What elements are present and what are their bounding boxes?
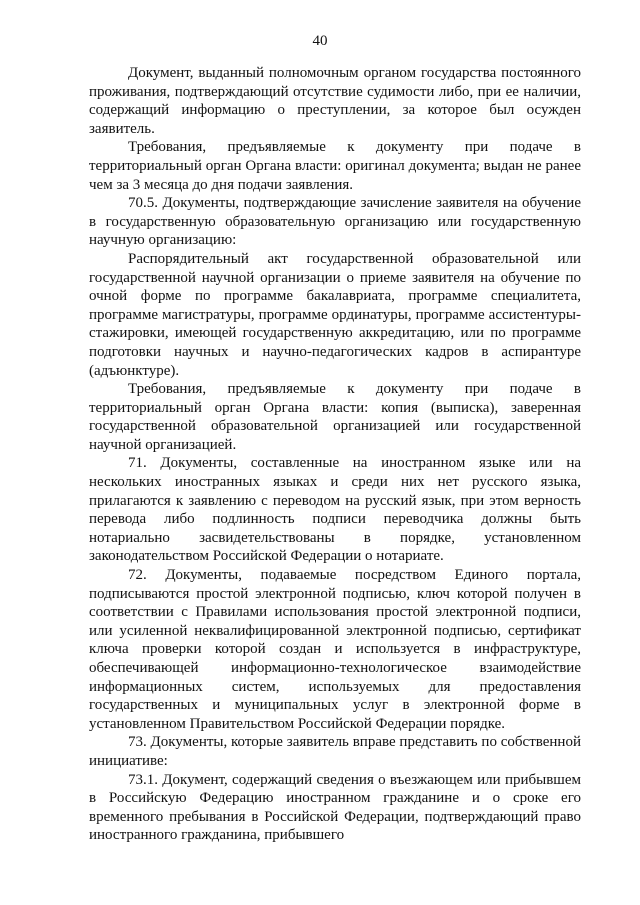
paragraph-requirements-copy: Требования, предъявляемые к документу при подаче в территориальный орган Органа власти: копия (выписка), заверенная государственной образовательной организацией или государственной научной организацией. — [89, 381, 581, 453]
paragraph-administrative-act: Распорядительный акт государственной образовательной или государственной научной организации о приеме заявителя на обучение по очной форме по программе бакалавриата, программе специалитета, программе магистратуры, программе ординатуры, программе ассистентуры-стажировки, имеющей государственную аккредитацию, или по программе подготовки научных и научно-педагогических кадров в аспирантуре (адъюнктуре). — [89, 250, 581, 379]
page-number: 40 — [312, 33, 328, 49]
paragraph-foreign-document: Документ, выданный полномочным органом государства постоянного проживания, подтверждающий отсутствие судимости либо, при ее наличии, содержащий информацию о преступлении, за которое был осужден заявитель. — [89, 65, 581, 137]
paragraph-73: 73. Документы, которые заявитель вправе представить по собственной инициативе: — [89, 734, 581, 769]
paragraph-requirements-original: Требования, предъявляемые к документу при подаче в территориальный орган Органа власти: оригинал документа; выдан не ранее чем за 3 месяца до дня подачи заявления. — [89, 139, 581, 193]
paragraph-72: 72. Документы, подаваемые посредством Единого портала, подписываются простой электронной подписью, ключ которой получен в соответствии с Правилами использования простой электронной подписи, или усиленной неквалифицированной электронной подписью, сертификат ключа проверки которой создан и используется в инфраструктуре, обеспечивающей информационно-технологическое взаимодействие информационных систем, используемых для предоставления государственных и муниципальных услуг в электронной форме в установленном Правительством Российской Федерации порядке. — [89, 567, 581, 732]
paragraph-71: 71. Документы, составленные на иностранном языке или на нескольких иностранных языках и среди них нет русского языка, прилагаются к заявлению с переводом на русский язык, при этом верность перевода либо подлинность подписи переводчика должны быть нотариально засвидетельствованы в порядке, установленном законодательством Российской Федерации о нотариате. — [89, 455, 581, 565]
paragraph-70-5: 70.5. Документы, подтверждающие зачисление заявителя на обучение в государственную образовательную организацию или государственную научную организацию: — [89, 195, 581, 249]
document-body — [89, 64, 581, 845]
paragraph-73-1: 73.1. Документ, содержащий сведения о въезжающем или прибывшем в Российскую Федерацию иностранном гражданине и о сроке его временного пребывания в Российской Федерации, подтверждающий право иностранного гражданина, прибывшего — [89, 771, 581, 844]
